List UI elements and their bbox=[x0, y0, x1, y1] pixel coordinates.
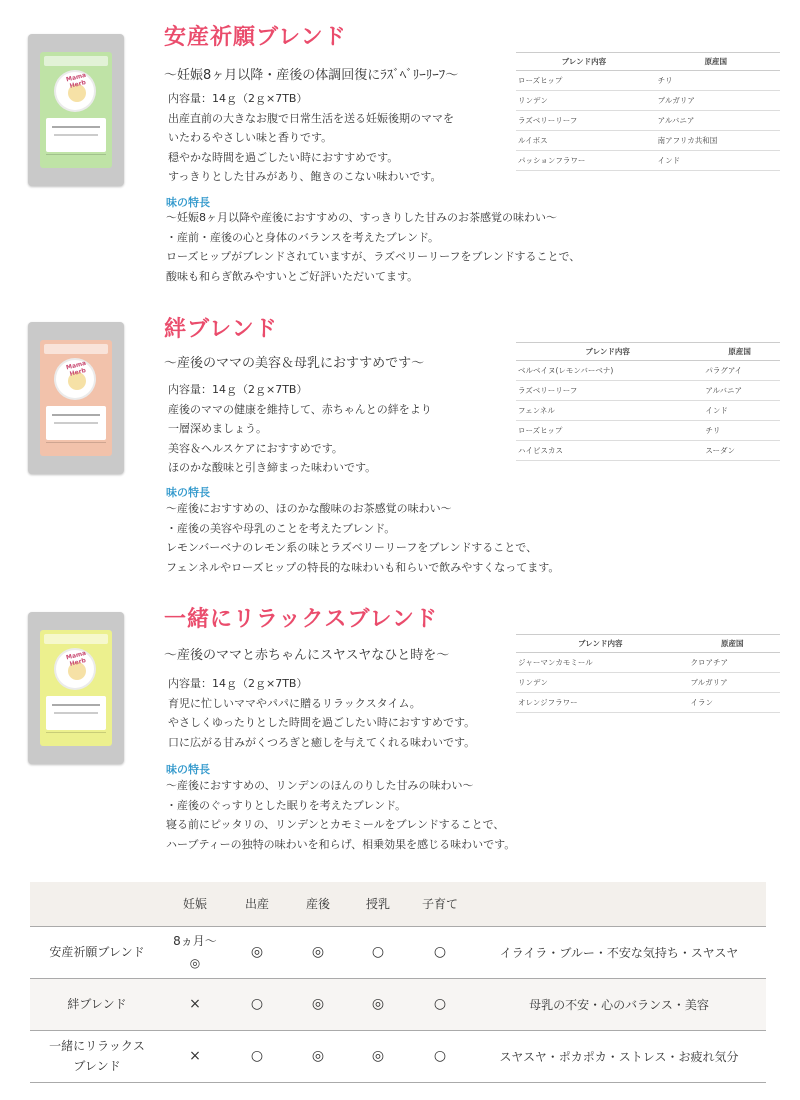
table-row: ベルベイヌ(レモンバーベナ) パラグアイ bbox=[516, 361, 780, 381]
mama-herb-logo bbox=[54, 648, 96, 690]
table-row: リンデン ブルガリア bbox=[516, 673, 780, 693]
product-subtitle: ～産後のママの美容＆母乳におすすめです～ bbox=[164, 356, 425, 371]
package-face bbox=[40, 340, 112, 456]
product-description: 内容量：14ｇ（2ｇ×7TB） 出産直前の大きなお腹で日常生活を送る妊娠後期のママを いたわるやさしい味と香りです。 穏やかな時間を過ごしたい時におすすめです。 すっきりとした甘みがあり、飽きのこない味わいです。 bbox=[168, 92, 454, 183]
package-brand: Mama Herb bbox=[65, 359, 87, 378]
header-nursing: 授乳 bbox=[348, 882, 408, 926]
product-title: 一緒にリラックスブレンド bbox=[164, 607, 438, 632]
taste-heading: 味の特長 bbox=[166, 196, 210, 209]
table-row: オレンジフラワー イラン bbox=[516, 693, 780, 713]
table-row: フェンネル インド bbox=[516, 401, 780, 421]
product-subtitle: ～産後のママと赤ちゃんにスヤスヤなひと時を～ bbox=[164, 648, 450, 663]
mama-herb-logo bbox=[54, 358, 96, 400]
table-row: 一緒にリラックス ブレンド × ○ ◎ ◎ ○ スヤスヤ・ポカポカ・ストレス・お疲れ気分 bbox=[30, 1030, 766, 1082]
row-keywords: 母乳の不安・心のバランス・美容 bbox=[472, 978, 766, 1030]
table-row: 安産祈願ブレンド 8ヵ月～ ◎ ◎ ◎ ○ ○ イライラ・ブルー・不安な気持ち・スヤスヤ bbox=[30, 926, 766, 978]
row-name: 安産祈願ブレンド bbox=[30, 926, 164, 978]
table-row: ラズベリーリーフ アルバニア bbox=[516, 111, 780, 131]
taste-description: ～妊娠8ヶ月以降や産後におすすめの、すっきりした甘みのお茶感覚の味わい～ ・産前・産後の心と身体のバランスを考えたブレンド。 ローズヒップがブレンドされていますが、ラズベリーリーフをブレンドすることで、 酸味も和らぎ飲みやすいとご好評いただいてます。 bbox=[166, 211, 581, 283]
header-childcare: 子育て bbox=[408, 882, 472, 926]
table-row: ルイボス 南アフリカ共和国 bbox=[516, 131, 780, 151]
taste-description: ～産後におすすめの、ほのかな酸味のお茶感覚の味わい～ ・産後の美容や母乳のことを考えたブレンド。 レモンバーベナのレモン系の味とラズベリーリーフをブレンドすることで、 フェンネルやローズヒップの特長的な味わいも和らいで飲みやすくなってます。 bbox=[166, 502, 560, 574]
product-description: 内容量：14ｇ（2ｇ×7TB） 産後のママの健康を維持して、赤ちゃんとの絆をより 一層深めましょう。 美容＆ヘルスケアにおすすめです。 ほのかな酸味と引き締まった味わいです。 bbox=[168, 383, 432, 474]
header-pregnancy: 妊娠 bbox=[164, 882, 226, 926]
taste-description: ～産後におすすめの、リンデンのほんのりした甘みの味わい～ ・産後のぐっすりとした眠りを考えたブレンド。 寝る前にピッタリの、リンデンとカモミールをブレンドすることで、 ハーブティーの独特の味わいを和らげ、相乗効果を感じる味わいです。 bbox=[166, 779, 516, 851]
package-image-kizuna bbox=[28, 322, 124, 474]
taste-heading: 味の特長 bbox=[166, 763, 210, 776]
header-birth: 出産 bbox=[226, 882, 288, 926]
package-brand: Mama Herb bbox=[65, 649, 87, 668]
blend-table: ブレンド内容 原産国 ローズヒップ チリ リンデン ブルガリア ラズベリーリーフ アルバニア ルイボス 南アフリカ共和国 パッションフラワー インド bbox=[516, 52, 780, 171]
table-row: ジャーマンカモミール クロアチア bbox=[516, 653, 780, 673]
row-name: 絆ブレンド bbox=[30, 978, 164, 1030]
row-keywords: イライラ・ブルー・不安な気持ち・スヤスヤ bbox=[472, 926, 766, 978]
package-face bbox=[40, 52, 112, 168]
package-face bbox=[40, 630, 112, 746]
blend-table: ブレンド内容 原産国 ジャーマンカモミール クロアチア リンデン ブルガリア オレンジフラワー イラン bbox=[516, 634, 780, 713]
header-postpartum: 産後 bbox=[288, 882, 348, 926]
package-image-anzan bbox=[28, 34, 124, 186]
table-row: ローズヒップ チリ bbox=[516, 421, 780, 441]
table-row: ハイビスカス スーダン bbox=[516, 441, 780, 461]
taste-heading: 味の特長 bbox=[166, 486, 210, 499]
table-row: ラズベリーリーフ アルバニア bbox=[516, 381, 780, 401]
blend-table: ブレンド内容 原産国 ベルベイヌ(レモンバーベナ) パラグアイ ラズベリーリーフ アルバニア フェンネル インド ローズヒップ チリ ハイビスカス スーダン bbox=[516, 342, 780, 461]
table-row: リンデン ブルガリア bbox=[516, 91, 780, 111]
package-image-relax bbox=[28, 612, 124, 764]
comparison-table bbox=[30, 882, 766, 1083]
package-brand: Mama Herb bbox=[65, 71, 87, 90]
mama-herb-logo bbox=[54, 70, 96, 112]
table-row: 絆ブレンド × ○ ◎ ◎ ○ 母乳の不安・心のバランス・美容 bbox=[30, 978, 766, 1030]
product-title: 絆ブレンド bbox=[164, 317, 278, 342]
row-name: 一緒にリラックス ブレンド bbox=[30, 1030, 164, 1082]
table-row: ローズヒップ チリ bbox=[516, 71, 780, 91]
row-keywords: スヤスヤ・ポカポカ・ストレス・お疲れ気分 bbox=[472, 1030, 766, 1082]
comparison-header-row bbox=[30, 882, 766, 926]
product-title: 安産祈願ブレンド bbox=[164, 25, 347, 50]
product-description: 内容量：14ｇ（2ｇ×7TB） 育児に忙しいママやパパに贈るリラックスタイム。 やさしくゆったりとした時間を過ごしたい時におすすめです。 口に広がる甘みがくつろぎと癒しを与えてくれる味わいです。 bbox=[168, 677, 476, 749]
product-subtitle: ～妊娠8ヶ月以降・産後の体調回復にﾗｽﾞﾍﾞﾘｰﾘｰﾌ～ bbox=[164, 68, 459, 83]
table-row: パッションフラワー インド bbox=[516, 151, 780, 171]
